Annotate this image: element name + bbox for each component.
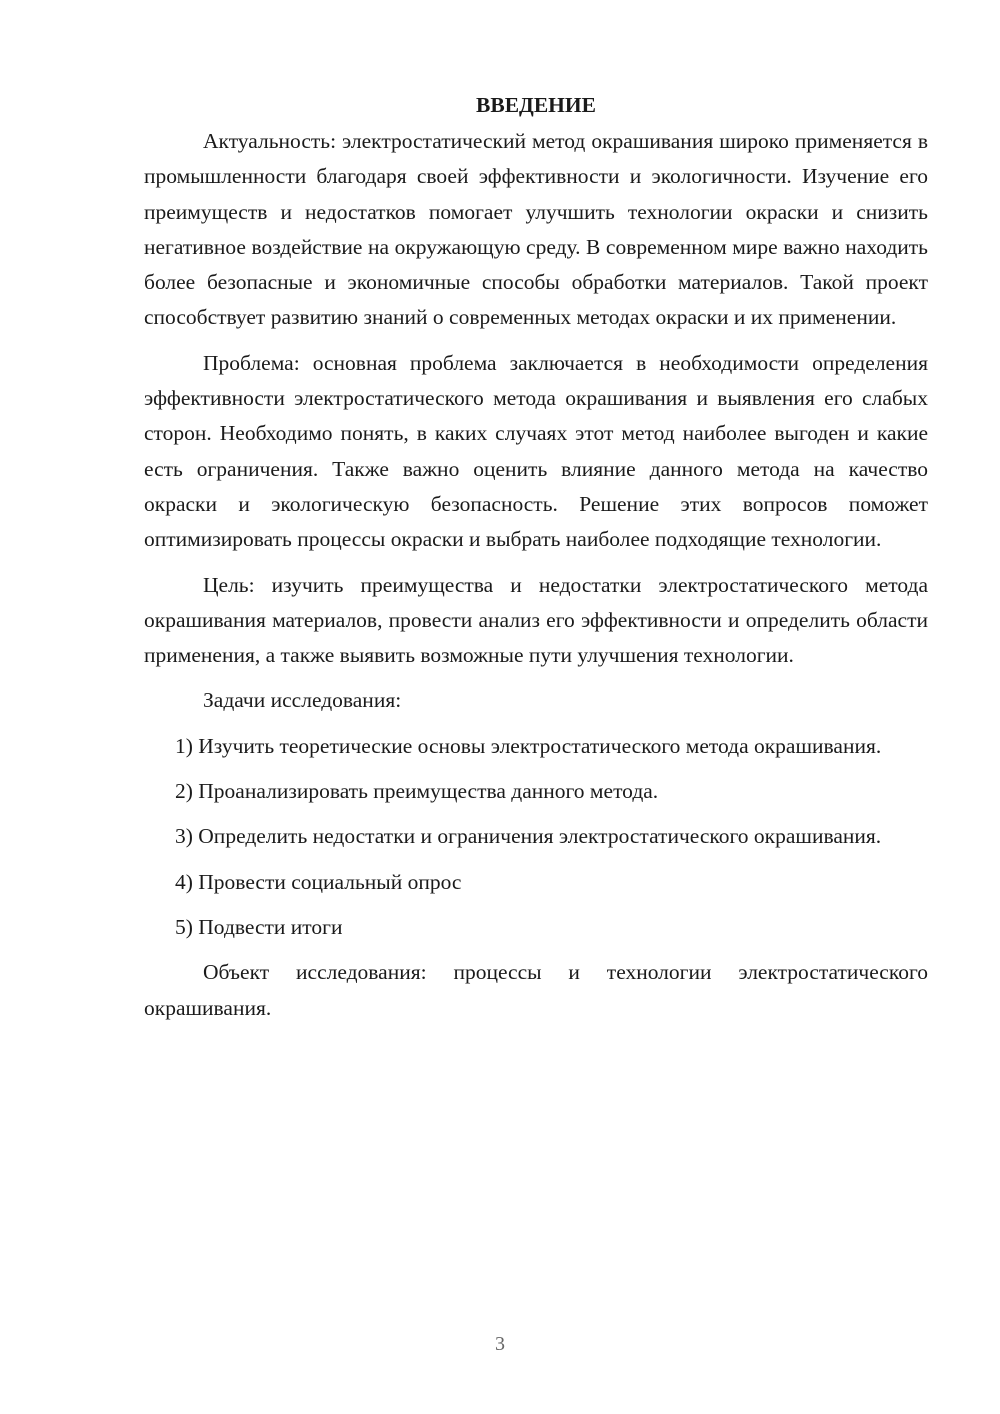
task-item-4: 4) Провести социальный опрос bbox=[175, 869, 462, 894]
paragraph-tasks-heading: Задачи исследования: bbox=[203, 688, 402, 713]
section-title: ВВЕДЕНИЕ bbox=[476, 93, 596, 117]
page-number: 3 bbox=[495, 1333, 505, 1355]
task-item-1: 1) Изучить теоретические основы электростатического метода окрашивания. bbox=[175, 733, 882, 758]
document-page bbox=[144, 88, 928, 1036]
paragraph-object: Объект исследования: процессы и технологии электростатического окрашивания. bbox=[144, 960, 928, 1020]
paragraph-relevance: Актуальность: электростатический метод окрашивания широко применяется в промышленности благодаря своей эффективности и экологичности. Изучение его преимуществ и недостатков помогает улучшить технологии окраски и снизить негативное воздействие на окружающую среду. В современном мире важно находить более безопасные и экономичные способы обработки материалов. Такой проект способствует развитию знаний о современных методах окраски и их применении. bbox=[144, 129, 928, 330]
task-item-3: 3) Определить недостатки и ограничения электростатического окрашивания. bbox=[175, 824, 882, 849]
task-item-5: 5) Подвести итоги bbox=[175, 914, 343, 939]
task-item-2: 2) Проанализировать преимущества данного метода. bbox=[175, 779, 659, 804]
paragraph-goal: Цель: изучить преимущества и недостатки электростатического метода окрашивания материалов, провести анализ его эффективности и определить области применения, а также выявить возможные пути улучшения технологии. bbox=[144, 572, 928, 668]
paragraph-problem: Проблема: основная проблема заключается в необходимости определения эффективности электростатического метода окрашивания и выявления его слабых сторон. Необходимо понять, в каких случаях этот метод наиболее выгоден и какие есть ограничения. Также важно оценить влияние данного метода на качество окраски и экологическую безопасность. Решение этих вопросов поможет оптимизировать процессы окраски и выбрать наиболее подходящие технологии. bbox=[144, 350, 928, 552]
